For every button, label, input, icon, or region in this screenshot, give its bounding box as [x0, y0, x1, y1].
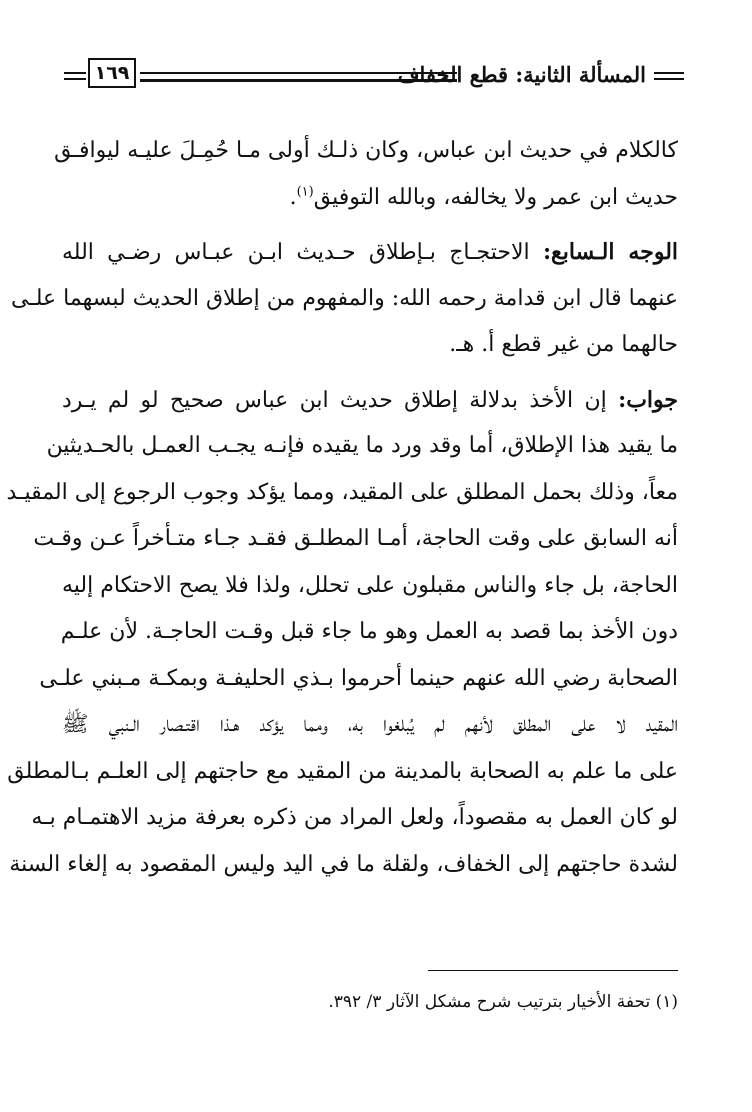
text-line	[62, 229, 678, 276]
footnote-separator	[428, 970, 678, 971]
text-line: الحاجة، بل جاء والناس مقبلون على تحلل، ولذا فلا يصح الاحتكام إليه	[62, 572, 678, 598]
page-number: ١٦٩	[88, 58, 136, 88]
text-line: كالكلام في حديث ابن عباس، وكان ذلـك أولى مـا حُمِـلَ عليـه ليوافـق	[54, 138, 678, 163]
chapter-title-text: المسألة الثانية: قطع الخفاف	[397, 62, 646, 87]
text-line: ما يقيد هذا الإطلاق، أما وقد ورد ما يقيده فإنـه يجـب العمـل بالحـديثين	[46, 433, 678, 458]
main-text	[6, 128, 679, 888]
text-line: على ما علم به الصحابة بالمدينة من المقيد مع حاجتهم إلى العلـم بـالمطلق	[7, 758, 678, 784]
paragraph-lead: جواب:	[618, 386, 678, 413]
text-line: لو كان العمل به مقصوداً، ولعل المراد من ذكره بعرفة مزيد الاهتمـام بـه	[31, 805, 678, 830]
footnote: (١) تحفة الأخيار بترتيب شرح مشكل الآثار ٣/ ٣٩٢.	[328, 992, 678, 1012]
running-header	[64, 58, 684, 98]
paragraph-lead: الوجه الـسابع:	[542, 239, 679, 265]
text-line: أنه السابق على وقت الحاجة، أمـا المطلـق فقـد جـاء متـأخراً عـن وقـت	[33, 526, 678, 551]
chapter-title	[398, 60, 646, 90]
text-line-content: حديث ابن عمر ولا يخالفه، وبالله التوفيق	[313, 184, 678, 210]
text-line	[62, 175, 678, 222]
text-line: معاً، وذلك بحمل المطلق على المقيد، ومما يؤكد وجوب الرجوع إلى المقيـد	[6, 479, 678, 505]
text-line: المقيد لا على المطلق لأنهم لم يُبلغوا به، ومما يؤكد هـذا اقتـصار الـنبي ﷺ	[62, 712, 678, 737]
header-rule-left	[64, 72, 86, 74]
sentence-end: .	[289, 184, 297, 210]
header-rule-right	[654, 72, 684, 74]
footnote-reference[interactable]: (١)	[296, 184, 314, 200]
text-line: عنهما قال ابن قدامة رحمه الله: والمفهوم من إطلاق الحديث لبسهما علـى	[10, 285, 678, 311]
text-line: الصحابة رضي الله عنهم حينما أحرموا بـذي الحليفـة وبمكـة مـبني علـى	[39, 665, 678, 691]
text-line: لشدة حاجتهم إلى الخفاف، ولقلة ما في اليد وليس المقصود به إلغاء السنة	[9, 851, 678, 877]
text-line-content: إن الأخذ بدلالة إطلاق حديث ابن عباس صحيح لو لم يـرد	[62, 387, 619, 413]
text-line-content: الاحتجـاج بـإطلاق حـديث ابـن عبـاس رضـي الله	[62, 240, 543, 265]
text-line	[62, 377, 678, 424]
text-line: دون الأخذ بما قصد به العمل وهو ما جاء قبل وقـت الحاجـة. لأن علـم	[60, 619, 678, 644]
text-line: حالهما من غير قطع أ. هـ.	[449, 332, 678, 357]
